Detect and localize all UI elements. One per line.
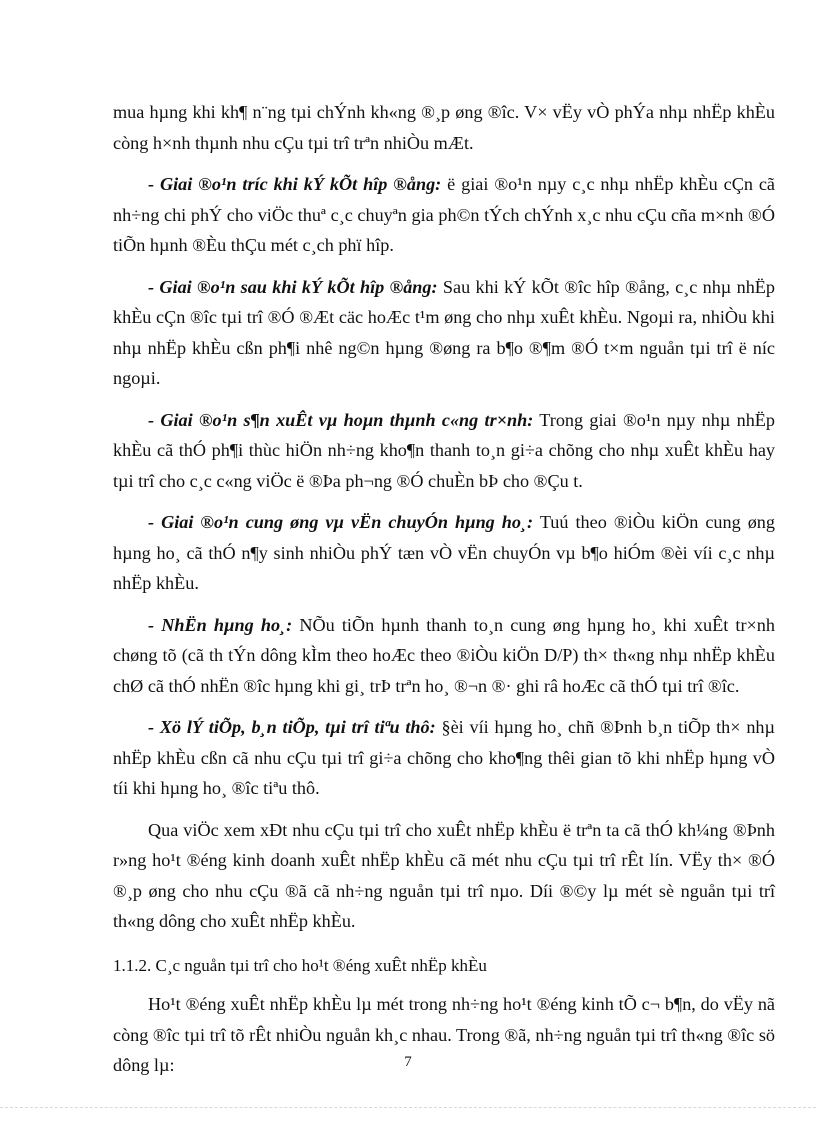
receive-goods-text: NÕu tiÕn hµnh thanh to¸n cung øng hµng ho¸ khi xuÊt tr×nh chøng tõ (cã th tÝn dông kÌm theo hoÆc theo ®iÒu kiÖn D/P) th× th«ng nhµ nhËp khÈu chØ cã thÓ nhËn ®îc hµng khi gi¸ trÞ trªn ho¸ ®¬n ®· ghi râ hoÆc cã thÓ tµi trî ®îc.: [113, 614, 775, 696]
page-body: [113, 97, 775, 1092]
paragraph-summary: [113, 815, 775, 937]
after-contract-lead: - Giai ®o¹n sau khi kÝ kÕt hîp ®ång:: [148, 276, 438, 297]
paragraph-intro-text: mua hµng khi kh¶ n¨ng tµi chÝnh kh«ng ®¸p øng ®îc. V× vËy vÒ phÝa nhµ nhËp khÈu còng h×nh thµnh nhu cÇu tµi trî trªn nhiÒu mÆt.: [113, 102, 775, 153]
paragraph-processing-sale: [113, 712, 775, 804]
supply-transport-text: Tuú theo ®iÒu kiÖn cung øng hµng ho¸ cã thÓ n¶y sinh nhiÒu phÝ tæn vÒ vËn chuyÓn vµ b¶o hiÓm ®èi víi c¸c nhµ nhËp khÈu.: [113, 512, 775, 593]
production-text: Trong giai ®o¹n nµy nhµ nhËp khÈu cã thÓ ph¶i thùc hiÖn nh÷ng kho¶n thanh to¸n gi÷a chõng cho nhµ xuÊt khÈu hay tµi trî cho c¸c c«ng viÖc ë ®Þa ph¬ng ®Ó chuÈn bÞ cho ®Çu t.: [113, 409, 775, 491]
before-contract-lead: - Giai ®o¹n tríc khi kÝ kÕt hîp ®ång:: [148, 174, 442, 194]
processing-sale-text: §èi víi hµng ho¸ chñ ®Þnh b¸n tiÕp th× nhµ nhËp khÈu cßn cã nhu cÇu tµi trî gi÷a chõng cho kho¶ng thêi gian tõ khi nhËp hµng vÒ tíi khi hµng ho¸ ®îc tiªu thô.: [113, 717, 775, 798]
processing-sale-lead: - Xö lÝ tiÕp, b¸n tiÕp, tµi trî tiªu thô:: [148, 717, 436, 737]
before-contract-text: ë giai ®o¹n nµy c¸c nhµ nhËp khÈu cÇn cã nh÷ng chi phÝ cho viÖc thuª c¸c chuyªn gia ph©n tÝch chÝnh x¸c nhu cÇu cña m×nh ®Ó tiÕn hµnh ®Èu thÇu mét c¸ch phï hîp.: [113, 174, 776, 255]
supply-transport-lead: - Giai ®o¹n cung øng vµ vËn chuyÓn hµng ho¸:: [148, 512, 534, 532]
paragraph-before-contract: [113, 169, 775, 261]
after-contract-text: Sau khi kÝ kÕt ®îc hîp ®ång, c¸c nhµ nhËp khÈu cÇn ®îc tµi trî ®Ó ®Æt cäc hoÆc t¹m øng cho nhµ xuÊt khÈu. Ngoµi ra, nhiÒu khi nhµ nhËp khÈu cßn ph¶i nhê ng©n hµng ®øng ra b¶o ®¶m ®Ó t×m nguån tµi trî ë níc ngoµi.: [113, 276, 775, 388]
closing-text: Ho¹t ®éng xuÊt nhËp khÈu lµ mét trong nh÷ng ho¹t ®éng kinh tÕ c¬ b¶n, do vËy nã còng ®îc tµi trî tõ rÊt nhiÒu nguån kh¸c nhau. Trong ®ã, nh÷ng nguån tµi trî th«ng ®îc sö dông lµ:: [113, 994, 775, 1075]
page-number: 7: [404, 1054, 412, 1070]
paragraph-supply-transport: [113, 507, 775, 599]
section-heading: 1.1.2. C¸c nguån tµi trî cho ho¹t ®éng xuÊt nhËp khÈu: [113, 955, 487, 975]
summary-text: Qua viÖc xem xÐt nhu cÇu tµi trî cho xuÊt nhËp khÈu ë trªn ta cã thÓ kh¼ng ®Þnh r»ng ho¹t ®éng kinh doanh xuÊt nhËp khÈu cã mét nhu cÇu tµi trî rÊt lín. VËy th× ®Ó ®¸p øng cho nhu cÇu ®ã cã nh÷ng nguån tµi trî nµo. Díi ®©y lµ mét sè nguån tµi trî th«ng dông cho xuÊt nhËp khÈu.: [113, 819, 775, 931]
receive-goods-lead: - NhËn hµng ho¸:: [148, 614, 293, 635]
page-bottom-divider: [0, 1107, 816, 1108]
paragraph-receive-goods: [113, 610, 775, 702]
paragraph-after-contract: [113, 272, 775, 394]
production-lead: - Giai ®o¹n s¶n xuÊt vµ hoµn thµnh c«ng tr×nh:: [148, 409, 534, 430]
paragraph-intro: [113, 97, 775, 158]
paragraph-production: [113, 405, 775, 497]
